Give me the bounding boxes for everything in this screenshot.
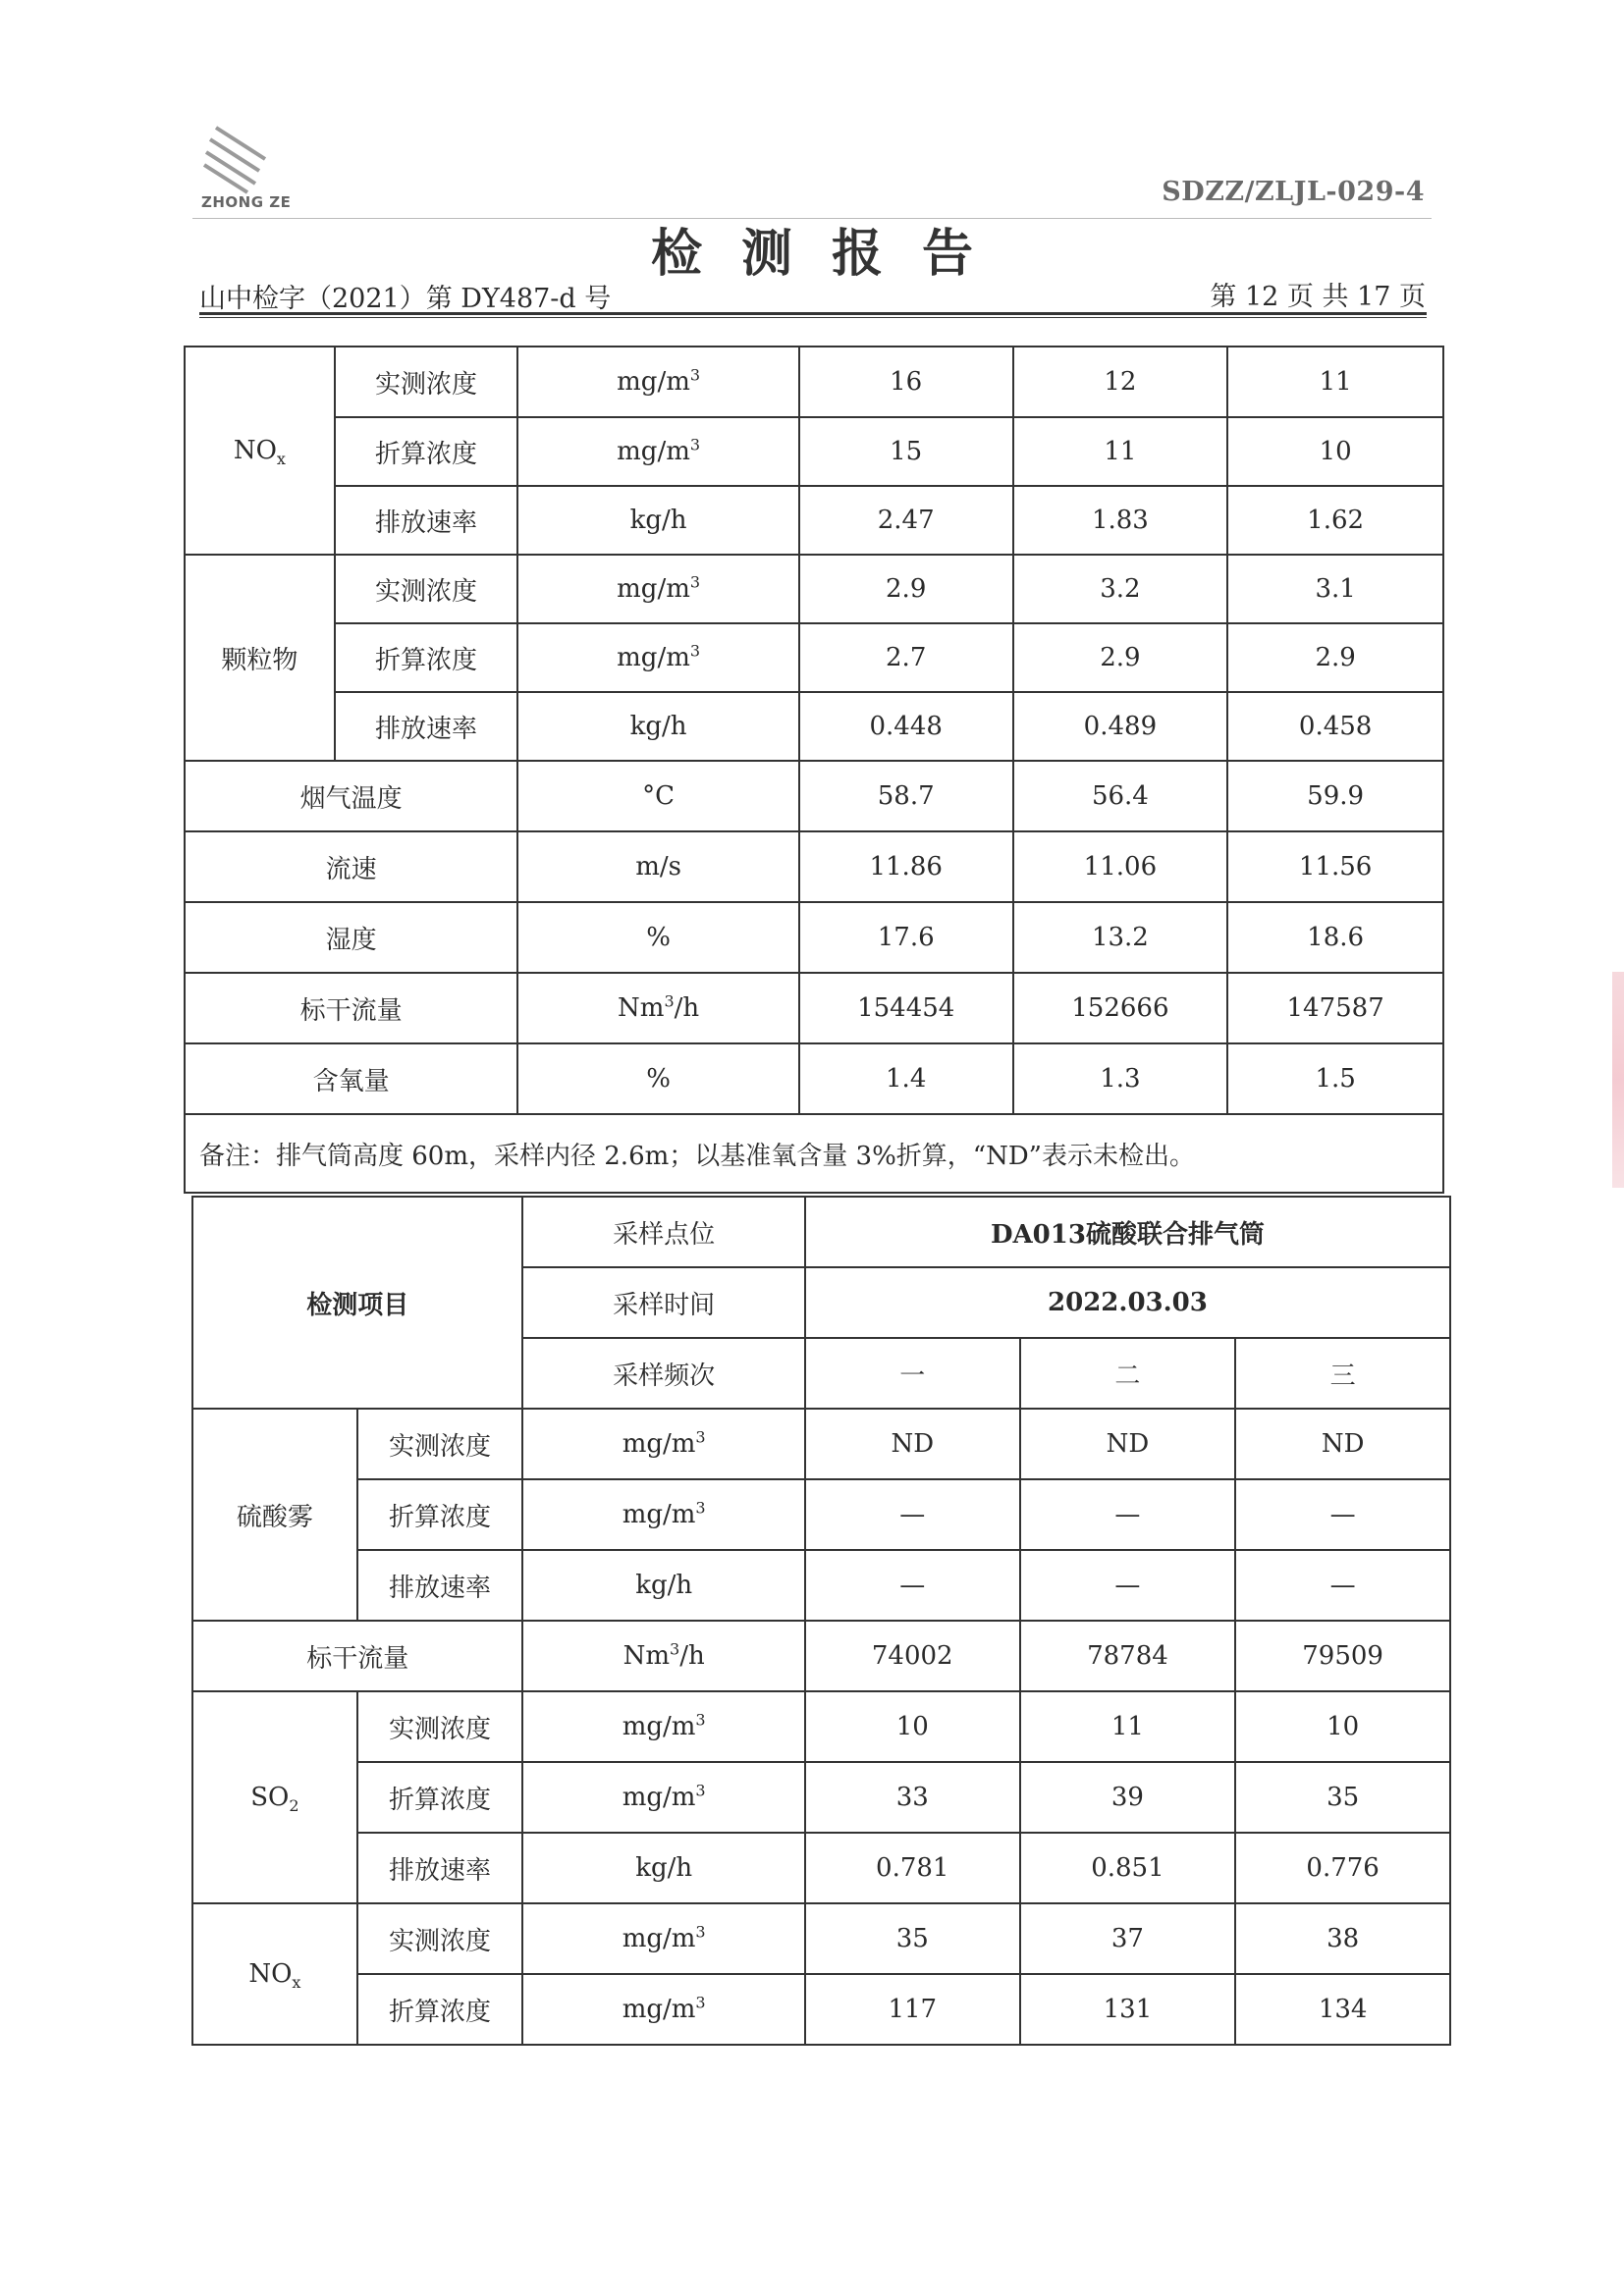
item-label: 实测浓度 bbox=[357, 1903, 523, 1974]
value-cell: 152666 bbox=[1013, 973, 1228, 1043]
page-indicator: 第 12 页 共 17 页 bbox=[1210, 282, 1426, 312]
table-row bbox=[185, 1114, 1443, 1193]
value-cell: ND bbox=[805, 1409, 1020, 1479]
header-rule bbox=[199, 312, 1427, 315]
unit-cell: kg/h bbox=[517, 692, 799, 761]
group-label-particulate: 颗粒物 bbox=[185, 555, 335, 761]
item-label: 排放速率 bbox=[357, 1550, 523, 1621]
value-cell: 78784 bbox=[1020, 1621, 1236, 1691]
group-label-nox: $NO_x$ bbox=[192, 1903, 357, 2045]
table-row bbox=[185, 1043, 1443, 1114]
table-row bbox=[192, 1691, 1450, 1762]
unit-cell: m/s bbox=[517, 831, 799, 902]
table-row bbox=[192, 1833, 1450, 1903]
value-cell: 35 bbox=[1235, 1762, 1450, 1833]
table-row bbox=[185, 902, 1443, 973]
value-cell: 1.83 bbox=[1013, 486, 1228, 555]
group-label-nox: $NO_x$ bbox=[185, 347, 335, 555]
table-row bbox=[192, 1550, 1450, 1621]
value-cell: — bbox=[1235, 1479, 1450, 1550]
value-cell: 15 bbox=[799, 417, 1013, 486]
unit-cell: $mg/m^3$ bbox=[522, 1409, 805, 1479]
table-row bbox=[192, 1409, 1450, 1479]
unit-cell: $mg/m^3$ bbox=[522, 1974, 805, 2045]
logo-text: ZHONG ZE bbox=[201, 193, 292, 211]
results-table-1 bbox=[184, 346, 1444, 1194]
table-row bbox=[192, 1762, 1450, 1833]
value-cell: 11 bbox=[1020, 1691, 1236, 1762]
frequency-value: 一 bbox=[805, 1338, 1020, 1409]
site-label: 采样点位 bbox=[522, 1197, 805, 1267]
item-label: 实测浓度 bbox=[357, 1409, 523, 1479]
unit-cell: $mg/m^3$ bbox=[522, 1903, 805, 1974]
value-cell: 3.2 bbox=[1013, 555, 1228, 623]
value-cell: 1.62 bbox=[1227, 486, 1443, 555]
value-cell: 10 bbox=[1235, 1691, 1450, 1762]
value-cell: 134 bbox=[1235, 1974, 1450, 2045]
item-label: 折算浓度 bbox=[357, 1974, 523, 2045]
unit-cell: $mg/m^3$ bbox=[522, 1762, 805, 1833]
value-cell: 0.448 bbox=[799, 692, 1013, 761]
value-cell: 0.458 bbox=[1227, 692, 1443, 761]
unit-cell: Nm$^3$/h bbox=[517, 973, 799, 1043]
value-cell: 38 bbox=[1235, 1903, 1450, 1974]
value-cell: 11.56 bbox=[1227, 831, 1443, 902]
value-cell: 11.06 bbox=[1013, 831, 1228, 902]
table-row bbox=[192, 1621, 1450, 1691]
document-code: SDZZ/ZLJL-029-4 bbox=[1162, 177, 1425, 207]
unit-cell: kg/h bbox=[522, 1833, 805, 1903]
time-value: 2022.03.03 bbox=[805, 1267, 1450, 1338]
frequency-label: 采样频次 bbox=[522, 1338, 805, 1409]
value-cell: 33 bbox=[805, 1762, 1020, 1833]
value-cell: 74002 bbox=[805, 1621, 1020, 1691]
value-cell: 2.7 bbox=[799, 623, 1013, 692]
item-label: 排放速率 bbox=[357, 1833, 523, 1903]
report-reference: 山中检字（2021）第 DY487-d 号 bbox=[199, 284, 612, 314]
value-cell: ND bbox=[1020, 1409, 1236, 1479]
unit-cell: °C bbox=[517, 761, 799, 831]
value-cell: — bbox=[805, 1479, 1020, 1550]
table-row bbox=[185, 973, 1443, 1043]
value-cell: 59.9 bbox=[1227, 761, 1443, 831]
item-label: 标干流量 bbox=[185, 973, 517, 1043]
frequency-value: 二 bbox=[1020, 1338, 1236, 1409]
group-label-sulfuric-mist: 硫酸雾 bbox=[192, 1409, 357, 1621]
item-label: 湿度 bbox=[185, 902, 517, 973]
item-label: 实测浓度 bbox=[357, 1691, 523, 1762]
value-cell: 117 bbox=[805, 1974, 1020, 2045]
unit-cell: kg/h bbox=[522, 1550, 805, 1621]
value-cell: 2.9 bbox=[799, 555, 1013, 623]
results-table-2 bbox=[191, 1196, 1451, 2046]
value-cell: 12 bbox=[1013, 347, 1228, 417]
value-cell: 10 bbox=[805, 1691, 1020, 1762]
table-row bbox=[185, 623, 1443, 692]
unit-cell: kg/h bbox=[517, 486, 799, 555]
value-cell: 56.4 bbox=[1013, 761, 1228, 831]
value-cell: 11 bbox=[1227, 347, 1443, 417]
page-title: 检测报告 bbox=[650, 224, 1012, 284]
value-cell: 1.4 bbox=[799, 1043, 1013, 1114]
item-label: 流速 bbox=[185, 831, 517, 902]
value-cell: 16 bbox=[799, 347, 1013, 417]
header-rule-thin bbox=[199, 317, 1427, 318]
item-label: 折算浓度 bbox=[335, 623, 518, 692]
unit-cell: % bbox=[517, 902, 799, 973]
value-cell: 13.2 bbox=[1013, 902, 1228, 973]
value-cell: 58.7 bbox=[799, 761, 1013, 831]
value-cell: — bbox=[1020, 1550, 1236, 1621]
item-label: 烟气温度 bbox=[185, 761, 517, 831]
value-cell: 154454 bbox=[799, 973, 1013, 1043]
value-cell: 1.5 bbox=[1227, 1043, 1443, 1114]
table-header-row bbox=[192, 1197, 1450, 1267]
item-label: 标干流量 bbox=[192, 1621, 522, 1691]
seal-stamp-edge bbox=[1612, 972, 1624, 1188]
unit-cell: $mg/m^3$ bbox=[517, 623, 799, 692]
table-row bbox=[185, 486, 1443, 555]
value-cell: 2.9 bbox=[1013, 623, 1228, 692]
value-cell: 1.3 bbox=[1013, 1043, 1228, 1114]
item-label: 折算浓度 bbox=[335, 417, 518, 486]
item-label: 实测浓度 bbox=[335, 555, 518, 623]
value-cell: 0.489 bbox=[1013, 692, 1228, 761]
value-cell: 10 bbox=[1227, 417, 1443, 486]
table-row bbox=[185, 761, 1443, 831]
value-cell: 0.781 bbox=[805, 1833, 1020, 1903]
frequency-value: 三 bbox=[1235, 1338, 1450, 1409]
value-cell: 79509 bbox=[1235, 1621, 1450, 1691]
item-label: 实测浓度 bbox=[335, 347, 518, 417]
item-label: 折算浓度 bbox=[357, 1479, 523, 1550]
unit-cell: $mg/m^3$ bbox=[522, 1691, 805, 1762]
value-cell: 3.1 bbox=[1227, 555, 1443, 623]
item-label: 排放速率 bbox=[335, 692, 518, 761]
value-cell: — bbox=[805, 1550, 1020, 1621]
value-cell: — bbox=[1020, 1479, 1236, 1550]
value-cell: 35 bbox=[805, 1903, 1020, 1974]
unit-cell: $mg/m^3$ bbox=[517, 347, 799, 417]
table-row bbox=[185, 831, 1443, 902]
value-cell: 0.776 bbox=[1235, 1833, 1450, 1903]
value-cell: 147587 bbox=[1227, 973, 1443, 1043]
value-cell: 17.6 bbox=[799, 902, 1013, 973]
unit-cell: % bbox=[517, 1043, 799, 1114]
group-label-so2: $SO_2$ bbox=[192, 1691, 357, 1903]
table-row bbox=[185, 417, 1443, 486]
value-cell: ND bbox=[1235, 1409, 1450, 1479]
value-cell: 2.47 bbox=[799, 486, 1013, 555]
unit-cell: $mg/m^3$ bbox=[517, 555, 799, 623]
value-cell: 0.851 bbox=[1020, 1833, 1236, 1903]
table-row bbox=[185, 692, 1443, 761]
unit-cell: Nm$^3$/h bbox=[522, 1621, 805, 1691]
table-row bbox=[192, 1903, 1450, 1974]
unit-cell: $mg/m^3$ bbox=[522, 1479, 805, 1550]
time-label: 采样时间 bbox=[522, 1267, 805, 1338]
value-cell: 11.86 bbox=[799, 831, 1013, 902]
value-cell: 11 bbox=[1013, 417, 1228, 486]
value-cell: 39 bbox=[1020, 1762, 1236, 1833]
item-label: 折算浓度 bbox=[357, 1762, 523, 1833]
value-cell: 18.6 bbox=[1227, 902, 1443, 973]
table-row bbox=[185, 347, 1443, 417]
value-cell: 131 bbox=[1020, 1974, 1236, 2045]
item-label: 含氧量 bbox=[185, 1043, 517, 1114]
table-row bbox=[185, 555, 1443, 623]
table-row bbox=[192, 1479, 1450, 1550]
value-cell: 37 bbox=[1020, 1903, 1236, 1974]
unit-cell: $mg/m^3$ bbox=[517, 417, 799, 486]
value-cell: — bbox=[1235, 1550, 1450, 1621]
value-cell: 2.9 bbox=[1227, 623, 1443, 692]
item-label: 排放速率 bbox=[335, 486, 518, 555]
site-value: DA013硫酸联合排气筒 bbox=[805, 1197, 1450, 1267]
table-note: 备注：排气筒高度 60m，采样内径 2.6m；以基准氧含量 3%折算，“ND”表示未检出。 bbox=[185, 1114, 1443, 1193]
table-row bbox=[192, 1974, 1450, 2045]
test-item-header: 检测项目 bbox=[192, 1197, 522, 1409]
